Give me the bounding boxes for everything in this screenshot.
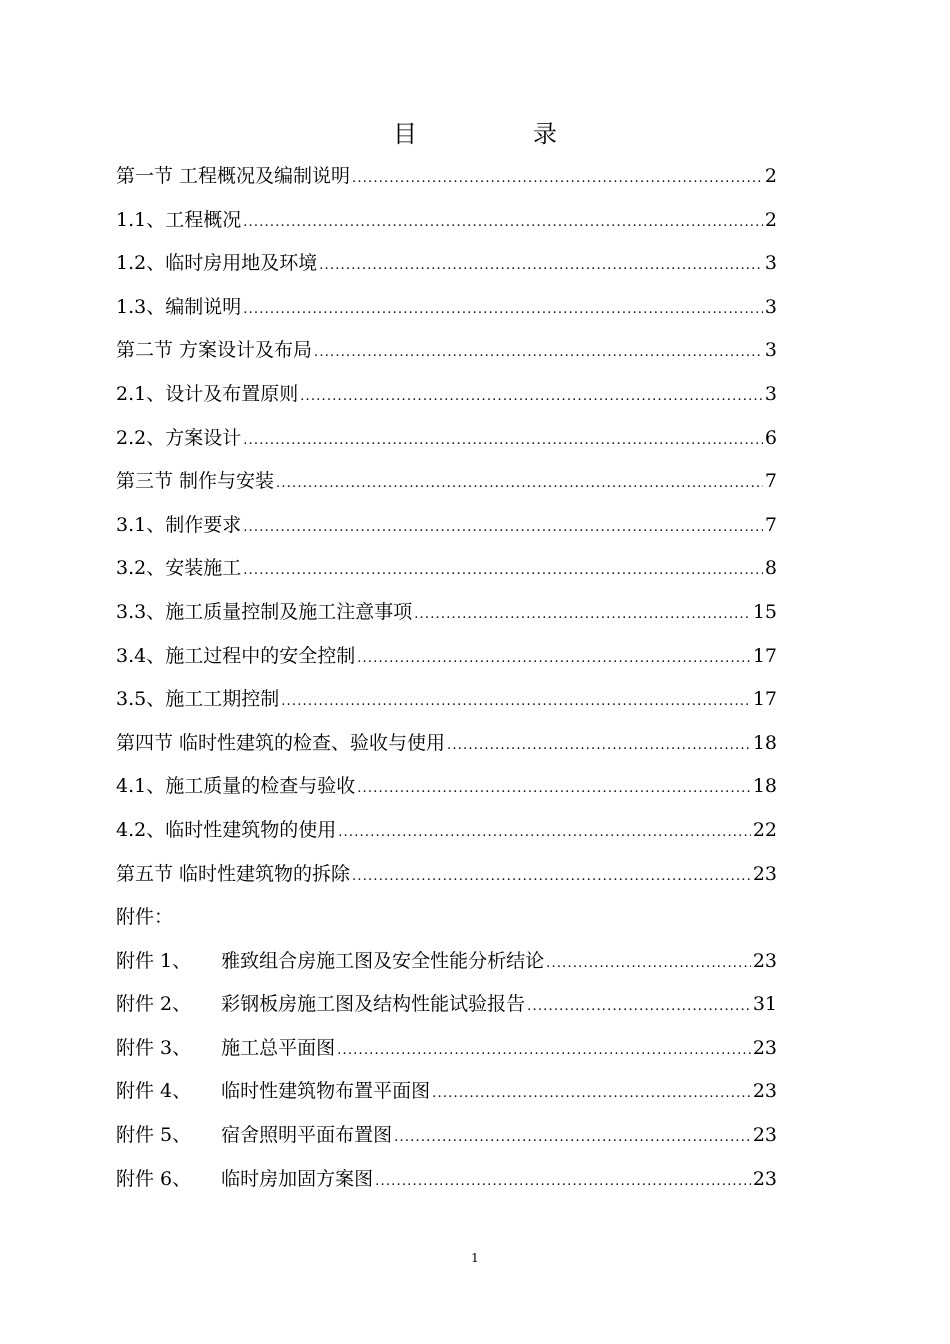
toc-entry[interactable] bbox=[116, 678, 777, 722]
toc-leader-dots bbox=[300, 375, 763, 419]
appendix-prefix: 附件 4、 bbox=[116, 1080, 192, 1103]
appendix-heading-row bbox=[116, 896, 777, 940]
toc-entry-page: 23 bbox=[752, 862, 777, 885]
toc-entry-label: 2.1、设计及布置原则 bbox=[116, 382, 299, 405]
toc-leader-dots bbox=[357, 637, 751, 681]
toc-leader-dots bbox=[352, 157, 763, 201]
toc-leader-dots bbox=[338, 811, 751, 855]
appendix-title: 彩钢板房施工图及结构性能试验报告 bbox=[221, 993, 526, 1016]
toc-entry-label: 4.1、施工质量的检查与验收 bbox=[116, 775, 356, 798]
toc-entry-label: 1.2、临时房用地及环境 bbox=[116, 252, 318, 275]
toc-entry-label: 3.2、安装施工 bbox=[116, 557, 242, 580]
toc-entry[interactable] bbox=[116, 547, 777, 591]
appendix-entry-label bbox=[116, 983, 525, 1027]
appendix-entry[interactable] bbox=[116, 983, 777, 1027]
toc-entry-label: 3.1、制作要求 bbox=[116, 513, 242, 536]
appendix-entry-page: 23 bbox=[752, 1167, 777, 1190]
toc-leader-dots bbox=[281, 680, 751, 724]
toc-leader-dots bbox=[243, 419, 763, 463]
toc-entry[interactable] bbox=[116, 460, 777, 504]
toc-entry-page: 17 bbox=[752, 644, 777, 667]
toc-leader-dots bbox=[375, 1160, 751, 1204]
toc-leader-dots bbox=[314, 331, 763, 375]
appendix-entry-page: 23 bbox=[752, 1036, 777, 1059]
table-of-contents bbox=[116, 155, 777, 1201]
page-number: 1 bbox=[471, 1251, 479, 1265]
toc-entry[interactable] bbox=[116, 591, 777, 635]
toc-leader-dots bbox=[432, 1072, 751, 1116]
appendix-prefix: 附件 1、 bbox=[116, 949, 192, 972]
appendix-entry-page: 23 bbox=[752, 1124, 777, 1147]
appendix-prefix: 附件 2、 bbox=[116, 993, 192, 1016]
toc-entry-label: 3.5、施工工期控制 bbox=[116, 688, 280, 711]
toc-leader-dots bbox=[243, 288, 763, 332]
toc-entry-page: 8 bbox=[764, 557, 777, 580]
toc-entry-label: 第四节 临时性建筑的检查、验收与使用 bbox=[116, 731, 446, 754]
toc-entry-label: 1.3、编制说明 bbox=[116, 295, 242, 318]
toc-entry-label: 第三节 制作与安装 bbox=[116, 470, 275, 493]
toc-entry[interactable] bbox=[116, 722, 777, 766]
appendix-prefix: 附件 3、 bbox=[116, 1036, 192, 1059]
appendix-entry[interactable] bbox=[116, 1027, 777, 1071]
toc-entry-page: 3 bbox=[764, 382, 777, 405]
appendix-title: 宿舍照明平面布置图 bbox=[221, 1124, 393, 1147]
toc-entry[interactable] bbox=[116, 329, 777, 373]
toc-entry[interactable] bbox=[116, 373, 777, 417]
toc-entry-label: 3.4、施工过程中的安全控制 bbox=[116, 644, 356, 667]
toc-leader-dots bbox=[243, 201, 763, 245]
toc-entry-label: 第五节 临时性建筑物的拆除 bbox=[116, 862, 351, 885]
appendix-prefix: 附件 5、 bbox=[116, 1124, 192, 1147]
toc-leader-dots bbox=[276, 462, 763, 506]
appendix-entry-label bbox=[116, 940, 544, 984]
toc-entry-page: 2 bbox=[764, 208, 777, 231]
toc-leader-dots bbox=[414, 593, 751, 637]
toc-leader-dots bbox=[243, 549, 763, 593]
toc-entry-label: 2.2、方案设计 bbox=[116, 426, 242, 449]
toc-leader-dots bbox=[394, 1116, 751, 1160]
toc-entry[interactable] bbox=[116, 199, 777, 243]
appendix-entry[interactable] bbox=[116, 1158, 777, 1202]
appendix-entry-page: 31 bbox=[752, 993, 777, 1016]
toc-entry[interactable] bbox=[116, 155, 777, 199]
appendix-title: 施工总平面图 bbox=[221, 1036, 336, 1059]
toc-entry-page: 7 bbox=[764, 470, 777, 493]
appendix-title: 临时性建筑物布置平面图 bbox=[221, 1080, 431, 1103]
appendix-entry[interactable] bbox=[116, 1070, 777, 1114]
toc-title: 目 录 bbox=[393, 120, 603, 148]
toc-leader-dots bbox=[243, 506, 763, 550]
appendix-entry-page: 23 bbox=[752, 949, 777, 972]
appendix-entry-page: 23 bbox=[752, 1080, 777, 1103]
toc-entry-label: 4.2、临时性建筑物的使用 bbox=[116, 818, 337, 841]
toc-entry-page: 2 bbox=[764, 165, 777, 187]
appendix-entry[interactable] bbox=[116, 1114, 777, 1158]
toc-entry-page: 3 bbox=[764, 339, 777, 362]
appendix-title: 雅致组合房施工图及安全性能分析结论 bbox=[221, 949, 545, 972]
toc-leader-dots bbox=[337, 1029, 751, 1073]
toc-entry[interactable] bbox=[116, 504, 777, 548]
toc-entry-label: 第二节 方案设计及布局 bbox=[116, 339, 313, 362]
toc-entry-label: 第一节 工程概况及编制说明 bbox=[116, 165, 351, 187]
toc-entry-page: 17 bbox=[752, 688, 777, 711]
toc-entry-page: 18 bbox=[752, 775, 777, 798]
toc-leader-dots bbox=[319, 244, 763, 288]
appendix-entry-label bbox=[116, 1070, 430, 1114]
toc-entry[interactable] bbox=[116, 853, 777, 897]
toc-leader-dots bbox=[352, 855, 751, 899]
toc-entry-page: 15 bbox=[752, 600, 777, 623]
toc-entry-page: 3 bbox=[764, 295, 777, 318]
toc-leader-dots bbox=[527, 985, 751, 1029]
toc-entry[interactable] bbox=[116, 286, 777, 330]
toc-entry-page: 6 bbox=[764, 426, 777, 449]
appendix-entry-label bbox=[116, 1114, 392, 1158]
appendix-entry-label bbox=[116, 1027, 335, 1071]
toc-leader-dots bbox=[357, 767, 751, 811]
toc-entry-page: 18 bbox=[752, 731, 777, 754]
toc-entry-page: 3 bbox=[764, 252, 777, 275]
appendix-prefix: 附件 6、 bbox=[116, 1167, 192, 1190]
toc-entry-label: 3.3、施工质量控制及施工注意事项 bbox=[116, 600, 413, 623]
toc-entry[interactable] bbox=[116, 417, 777, 461]
toc-entry-label: 1.1、工程概况 bbox=[116, 208, 242, 231]
toc-entry[interactable] bbox=[116, 242, 777, 286]
toc-entry[interactable] bbox=[116, 635, 777, 679]
toc-leader-dots bbox=[546, 942, 751, 986]
toc-entry-page: 7 bbox=[764, 513, 777, 536]
toc-leader-dots bbox=[447, 724, 751, 768]
appendix-entry[interactable] bbox=[116, 940, 777, 984]
appendix-entry-label bbox=[116, 1158, 373, 1202]
toc-entry-page: 22 bbox=[752, 818, 777, 841]
appendix-title: 临时房加固方案图 bbox=[221, 1167, 374, 1190]
toc-entry[interactable] bbox=[116, 809, 777, 853]
appendix-heading: 附件： bbox=[116, 906, 174, 929]
toc-entry[interactable] bbox=[116, 765, 777, 809]
